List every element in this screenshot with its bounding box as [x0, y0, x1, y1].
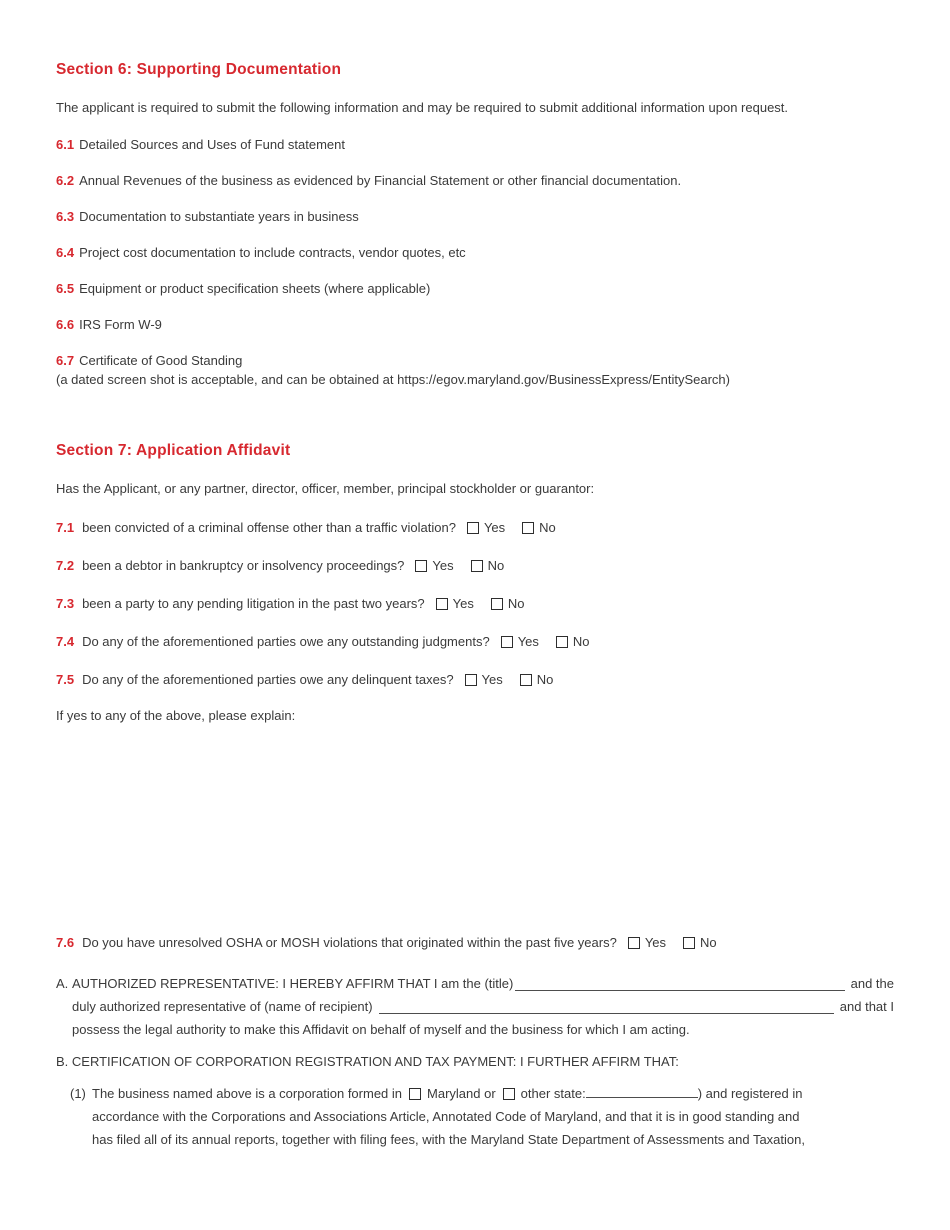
- question-number: 7.1: [56, 520, 75, 535]
- yes-label: Yes: [481, 672, 503, 687]
- question-text: Do you have unresolved OSHA or MOSH violations that originated within the past five years?: [82, 935, 617, 950]
- no-checkbox[interactable]: [683, 937, 695, 949]
- question-row-7-4: [56, 635, 894, 649]
- affirmation-a-text: AUTHORIZED REPRESENTATIVE: I HEREBY AFFIRM THAT I am the (title): [72, 976, 514, 991]
- question-text: been a debtor in bankruptcy or insolvency proceedings?: [82, 558, 405, 573]
- yes-checkbox[interactable]: [436, 598, 448, 610]
- yes-checkbox[interactable]: [501, 636, 513, 648]
- question-row-7-1: [56, 521, 894, 535]
- affirmation-b: [56, 1050, 894, 1073]
- question-number: 7.3: [56, 596, 75, 611]
- yes-label: Yes: [644, 935, 667, 950]
- section7-intro: Has the Applicant, or any partner, director, officer, member, principal stockholder or guarantor:: [56, 481, 595, 496]
- affirmation-a-text2: duly authorized representative of (name of recipient): [72, 999, 373, 1014]
- yes-checkbox[interactable]: [628, 937, 640, 949]
- section6-title: Section 6: Supporting Documentation: [56, 61, 342, 78]
- item-text: Equipment or product specification sheets (where applicable): [79, 281, 431, 296]
- item-6-7-note: (a dated screen shot is acceptable, and can be obtained at https://egov.maryland.gov/BusinessExpress/EntitySearch): [56, 372, 730, 387]
- other-state-checkbox[interactable]: [503, 1088, 515, 1100]
- no-checkbox[interactable]: [471, 560, 483, 572]
- item-number: 6.2: [56, 173, 75, 188]
- affirmation-a-suffix2: and that I: [839, 999, 894, 1014]
- yes-label: Yes: [517, 634, 539, 649]
- maryland-checkbox[interactable]: [409, 1088, 421, 1100]
- clause-1-label: (1): [70, 1086, 86, 1101]
- clause-1-line1: [70, 1082, 894, 1105]
- doc-item-6-4: [56, 246, 894, 260]
- item-number: 6.7: [56, 353, 75, 368]
- yes-checkbox[interactable]: [465, 674, 477, 686]
- question-number: 7.6: [56, 935, 75, 950]
- question-row-7-3: [56, 597, 894, 611]
- clause-1-line3: has filed all of its annual reports, together with filing fees, with the Maryland State Department of Assessments and Taxation,: [92, 1132, 805, 1147]
- title-blank-field[interactable]: [515, 990, 844, 991]
- clause-1-line2: accordance with the Corporations and Associations Article, Annotated Code of Maryland, and that it is in good standing and: [92, 1109, 800, 1124]
- doc-item-6-3: [56, 210, 894, 224]
- clause-1-text: The business named above is a corporation formed in: [92, 1086, 403, 1101]
- item-number: 6.3: [56, 209, 75, 224]
- no-label: No: [572, 634, 590, 649]
- yes-label: Yes: [483, 520, 506, 535]
- question-text: Do any of the aforementioned parties owe any outstanding judgments?: [82, 634, 490, 649]
- doc-item-6-2: [56, 174, 894, 188]
- question-row-7-5: [56, 673, 894, 687]
- question-row-7-2: [56, 559, 894, 573]
- item-number: 6.4: [56, 245, 75, 260]
- section6-intro: The applicant is required to submit the following information and may be required to submit additional information upon request.: [56, 100, 789, 115]
- question-text: been convicted of a criminal offense other than a traffic violation?: [82, 520, 456, 535]
- item-text: Certificate of Good Standing: [79, 353, 243, 368]
- item-text: Annual Revenues of the business as evidenced by Financial Statement or other financial documentation.: [79, 173, 682, 188]
- item-number: 6.6: [56, 317, 75, 332]
- no-checkbox[interactable]: [520, 674, 532, 686]
- question-row-7-6: [56, 936, 894, 950]
- affirmation-a-label: A.: [56, 976, 69, 991]
- yes-checkbox[interactable]: [467, 522, 479, 534]
- question-number: 7.5: [56, 672, 75, 687]
- recipient-name-blank-field[interactable]: [379, 1013, 834, 1014]
- item-text: Documentation to substantiate years in business: [79, 209, 359, 224]
- doc-item-6-7: [56, 354, 894, 387]
- maryland-label: Maryland or: [427, 1086, 496, 1101]
- affirmation-a: [56, 972, 894, 1041]
- item-text: Detailed Sources and Uses of Fund statement: [79, 137, 346, 152]
- no-label: No: [487, 558, 505, 573]
- affirmation-a-line2: [56, 995, 894, 1018]
- affirmation-a-line1: [56, 972, 894, 995]
- affirmation-a-suffix: and the: [850, 976, 894, 991]
- affirmation-b-label: B.: [56, 1054, 72, 1069]
- affirmation-a-line3: possess the legal authority to make this Affidavit on behalf of myself and the business for which I am acting.: [72, 1022, 690, 1037]
- question-number: 7.4: [56, 634, 75, 649]
- no-checkbox[interactable]: [522, 522, 534, 534]
- no-label: No: [539, 520, 556, 535]
- doc-item-6-5: [56, 282, 894, 296]
- doc-item-6-6: [56, 318, 894, 332]
- no-label: No: [507, 596, 525, 611]
- other-state-label: other state:: [520, 1086, 586, 1101]
- item-text: IRS Form W-9: [79, 317, 162, 332]
- explanation-area[interactable]: [56, 723, 894, 936]
- question-text: Do any of the aforementioned parties owe any delinquent taxes?: [82, 672, 454, 687]
- section7-title: Section 7: Application Affidavit: [56, 442, 291, 459]
- no-label: No: [536, 672, 554, 687]
- explain-prompt: If yes to any of the above, please explain:: [56, 708, 296, 723]
- yes-checkbox[interactable]: [415, 560, 427, 572]
- yes-label: Yes: [452, 596, 474, 611]
- no-checkbox[interactable]: [556, 636, 568, 648]
- yes-label: Yes: [432, 558, 454, 573]
- item-text: Project cost documentation to include contracts, vendor quotes, etc: [79, 245, 466, 260]
- other-state-blank-field[interactable]: [586, 1088, 698, 1098]
- doc-item-6-1: [56, 138, 894, 152]
- item-number: 6.5: [56, 281, 75, 296]
- clause-1: [70, 1082, 894, 1151]
- item-number: 6.1: [56, 137, 75, 152]
- clause-1-suffix: ) and registered in: [697, 1086, 803, 1101]
- no-label: No: [700, 935, 717, 950]
- question-number: 7.2: [56, 558, 75, 573]
- section7: [56, 443, 894, 1151]
- affirmation-b-text: CERTIFICATION OF CORPORATION REGISTRATION AND TAX PAYMENT: I FURTHER AFFIRM THAT:: [71, 1054, 679, 1069]
- question-text: been a party to any pending litigation in the past two years?: [82, 596, 425, 611]
- no-checkbox[interactable]: [491, 598, 503, 610]
